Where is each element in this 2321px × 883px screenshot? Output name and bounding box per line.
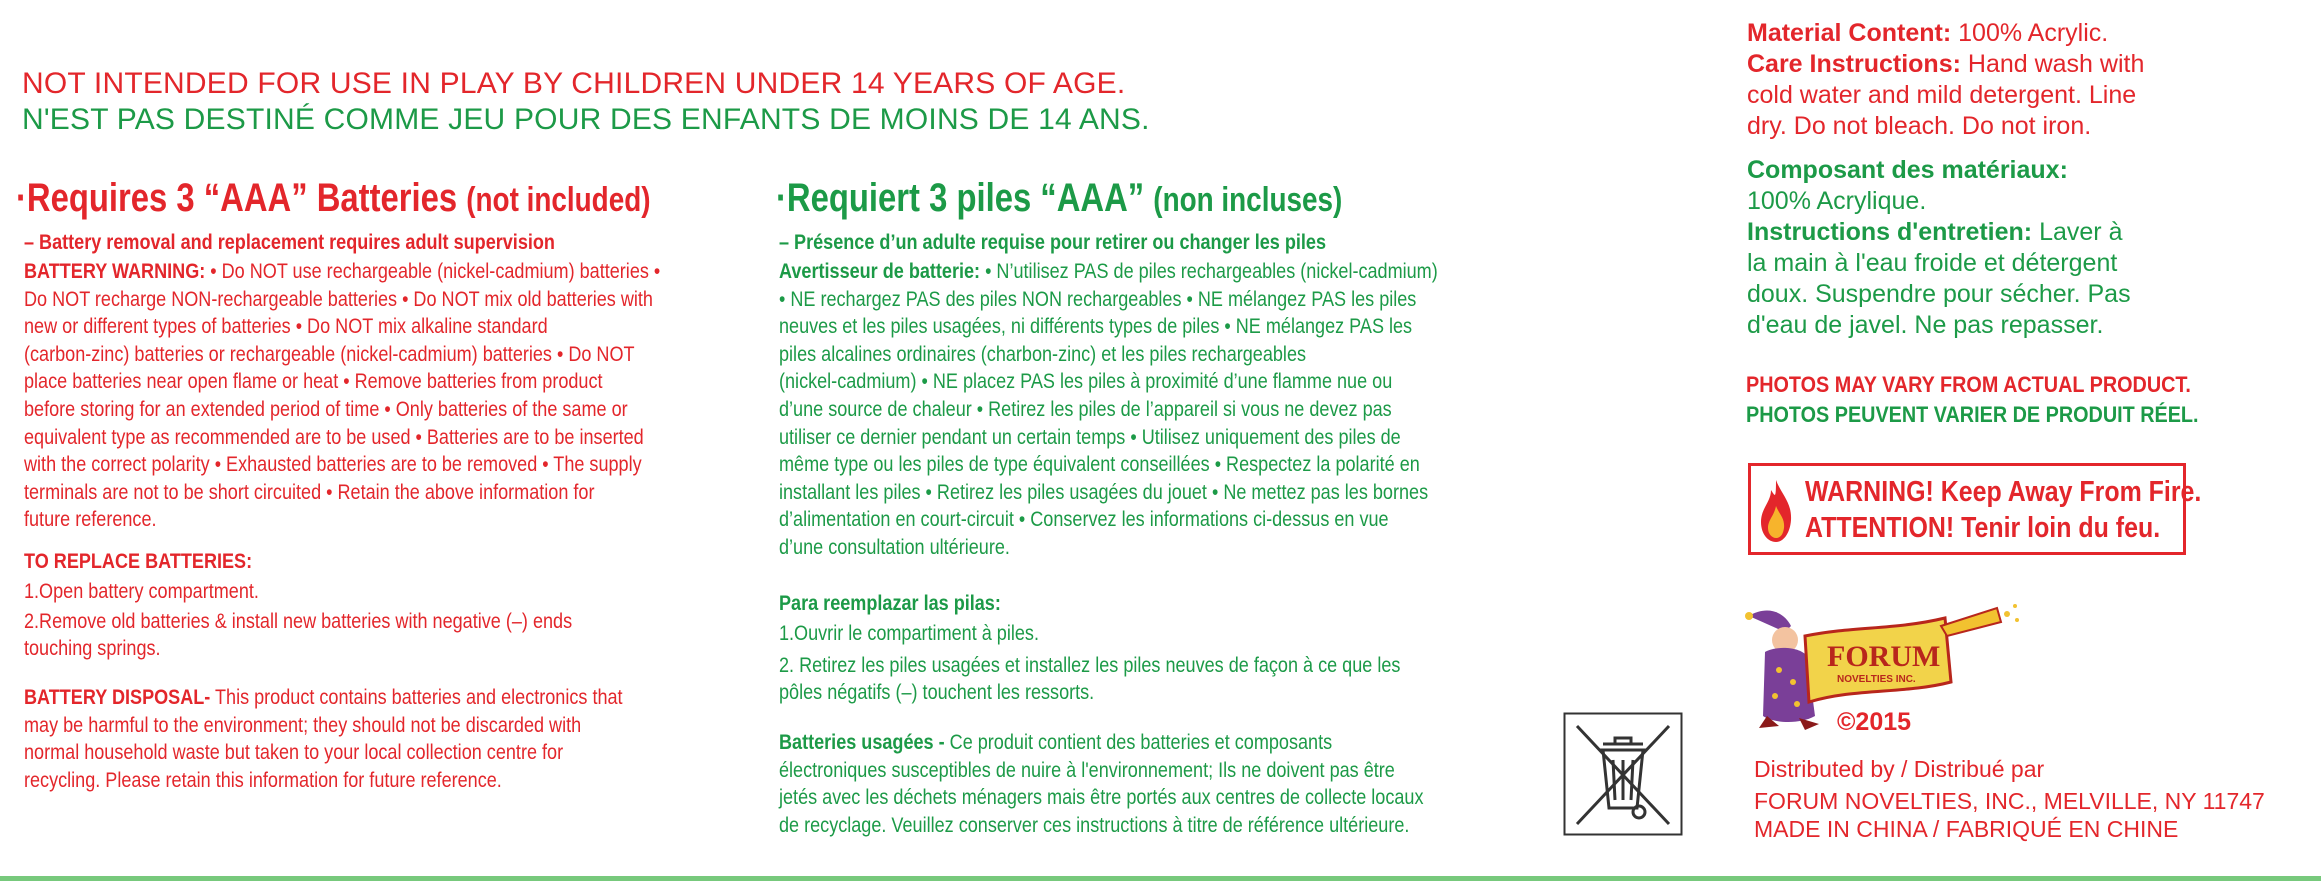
french-warning-line: même type ou les piles de type équivalent conseillées • Respectez la polarité en (779, 453, 1420, 477)
french-warning-line: piles alcalines ordinaires (charbon-zinc) et les piles rechargeables (779, 342, 1307, 366)
english-heading: ·Requires 3 “AAA” Batteries (not included) (16, 176, 651, 220)
french-warning-line: d’une consultation ultérieure. (779, 535, 1010, 559)
english-replace-step: touching springs. (24, 637, 161, 661)
english-heading-text: Requires 3 “AAA” Batteries (26, 176, 458, 220)
french-warning-line: d’une source de chaleur • Retirez les piles de l’appareil si vous ne devez pas (779, 397, 1392, 421)
english-replace-steps (24, 578, 661, 663)
french-replace-steps (779, 620, 1502, 707)
fr-care-line: d'eau de javel. Ne pas repasser. (1747, 311, 2104, 339)
distribution-line: Distributed by / Distribué par (1754, 756, 2045, 782)
forum-logo (1745, 596, 2025, 738)
french-warning-line: • NE rechargez PAS des piles NON rechargeables • NE mélangez PAS les piles (779, 287, 1417, 311)
english-supervision: – Battery removal and replacement requires adult supervision (24, 231, 555, 254)
distribution-line: FORUM NOVELTIES, INC., MELVILLE, NY 11747 (1754, 788, 2265, 814)
english-warning-line: equivalent type as recommended are to be used • Batteries are to be inserted (24, 425, 644, 449)
logo-word: FORUM (1827, 640, 1941, 673)
english-disposal-line: may be harmful to the environment; they should not be discarded with (24, 713, 582, 737)
english-warning-line: terminals are not to be short circuited • Retain the above information for (24, 480, 595, 504)
french-warning-line: neuves et les piles usagées, ni différents types de piles • NE mélangez PAS les (779, 315, 1413, 339)
distribution-line: MADE IN CHINA / FABRIQUÉ EN CHINE (1754, 816, 2179, 842)
fr-content-label: Composant des matériaux: (1747, 156, 2068, 184)
age-warning-en: NOT INTENDED FOR USE IN PLAY BY CHILDREN UNDER 14 YEARS OF AGE. (22, 67, 1126, 100)
english-disposal-line: recycling. Please retain this information for future reference. (24, 768, 502, 792)
photos-disclaimer-fr: PHOTOS PEUVENT VARIER DE PRODUIT RÉEL. (1746, 402, 2199, 427)
bottom-rule (0, 876, 2321, 881)
french-disposal-line: de recyclage. Veuillez conserver ces instructions à titre de référence ultérieure. (779, 813, 1410, 837)
fire-warning-box (1748, 463, 2202, 555)
fire-warning-en: WARNING! Keep Away From Fire. (1805, 476, 2202, 508)
english-warning-line: with the correct polarity • Exhausted batteries are to be removed • The supply (24, 453, 642, 477)
french-warning-line: installant les piles • Retirez les piles usagées du jouet • Ne mettez pas les bornes (779, 480, 1429, 504)
french-replace-step: 1.Ouvrir le compartiment à piles. (779, 622, 1039, 645)
fr-care-line: Laver à (2032, 218, 2123, 246)
material-content-value: 100% Acrylic. (1951, 19, 2109, 47)
material-en (1747, 18, 2144, 142)
french-replace-title: Para reemplazar las pilas: (779, 592, 1001, 615)
fr-care-label: Instructions d'entretien: (1747, 218, 2033, 246)
french-warning-line: d’alimentation en court-circuit • Conservez les informations ci-dessus en vue (779, 508, 1389, 532)
french-warning-line: utiliser ce dernier pendant un certain temps • Utilisez uniquement des piles de (779, 425, 1401, 449)
english-replace-step: 2.Remove old batteries & install new batteries with negative (–) ends (24, 609, 573, 633)
french-disposal-line: jetés avec les déchets ménagers mais être portés aux centres de collecte locaux (779, 786, 1424, 810)
flame-icon (1759, 478, 1793, 544)
french-heading-sub: (non incluses) (1153, 181, 1343, 219)
english-warning-block (24, 258, 764, 534)
english-disposal-line: This product contains batteries and electronics that (210, 686, 623, 709)
french-replace-step: pôles négatifs (–) touchent les ressorts. (779, 681, 1095, 705)
copyright: ©2015 (1837, 708, 1912, 736)
french-warning-line: (nickel-cadmium) • NE placez PAS les piles à proximité d’une flamme nue ou (779, 370, 1393, 394)
fr-care-line: doux. Suspendre pour sécher. Pas (1747, 280, 2131, 308)
french-warning-label: Avertisseur de batterie: (779, 260, 981, 283)
french-disposal-line: Ce produit contient des batteries et composants (944, 731, 1333, 754)
english-disposal-label: BATTERY DISPOSAL- (24, 686, 211, 709)
french-supervision: – Présence d’un adulte requise pour retirer ou changer les piles (779, 231, 1327, 254)
french-warning-line: • N’utilisez PAS de piles rechargeables (nickel-cadmium) (980, 260, 1438, 283)
english-warning-line: place batteries near open flame or heat • Remove batteries from product (24, 370, 603, 394)
english-replace-step: 1.Open battery compartment. (24, 580, 259, 603)
english-warning-line: • Do NOT use rechargeable (nickel-cadmium) batteries • (205, 260, 661, 283)
fire-warning-fr: ATTENTION! Tenir loin du feu. (1805, 512, 2161, 544)
english-warning-line: new or different types of batteries • Do NOT mix alkaline standard (24, 315, 548, 339)
age-warning-fr: N'EST PAS DESTINÉ COMME JEU POUR DES ENFANTS DE MOINS DE 14 ANS. (22, 103, 1150, 136)
english-warning-line: Do NOT recharge NON-rechargeable batteries • Do NOT mix old batteries with (24, 287, 653, 311)
english-heading-sub: (not included) (466, 181, 651, 219)
english-disposal-block (24, 684, 720, 794)
care-line: cold water and mild detergent. Line (1747, 81, 2137, 109)
material-fr (1747, 155, 2131, 341)
english-replace-title: TO REPLACE BATTERIES: (24, 550, 253, 573)
distribution-block (1754, 755, 2265, 843)
french-heading-text: Requiert 3 piles “AAA” (786, 176, 1145, 220)
photos-disclaimer-en: PHOTOS MAY VARY FROM ACTUAL PRODUCT. (1746, 372, 2191, 397)
logo-sub: NOVELTIES INC. (1837, 674, 1916, 685)
english-warning-label: BATTERY WARNING: (24, 260, 206, 283)
english-disposal-line: normal household waste but taken to your local collection centre for (24, 741, 564, 765)
fr-content-value: 100% Acrylique. (1747, 187, 1927, 215)
french-warning-block (779, 258, 1545, 562)
french-replace-step: 2. Retirez les piles usagées et installez les piles neuves de façon à ce que les (779, 653, 1401, 677)
french-disposal-label: Batteries usagées - (779, 731, 945, 754)
care-label: Care Instructions: (1747, 50, 1961, 78)
fr-care-line: la main à l'eau froide et détergent (1747, 249, 2118, 277)
french-disposal-block (779, 729, 1528, 839)
french-heading: ·Requiert 3 piles “AAA” (non incluses) (776, 176, 1343, 220)
care-line: Hand wash with (1960, 50, 2145, 78)
crossed-bin-icon (1563, 712, 1683, 836)
english-warning-line: before storing for an extended period of time • Only batteries of the same or (24, 397, 628, 421)
english-warning-line: (carbon-zinc) batteries or rechargeable (nickel-cadmium) batteries • Do NOT (24, 342, 635, 366)
english-warning-line: future reference. (24, 508, 157, 532)
care-line: dry. Do not bleach. Do not iron. (1747, 112, 2092, 140)
material-content-label: Material Content: (1747, 19, 1952, 47)
french-disposal-line: électroniques susceptibles de nuire à l'environnement; Ils ne doivent pas être (779, 758, 1395, 782)
